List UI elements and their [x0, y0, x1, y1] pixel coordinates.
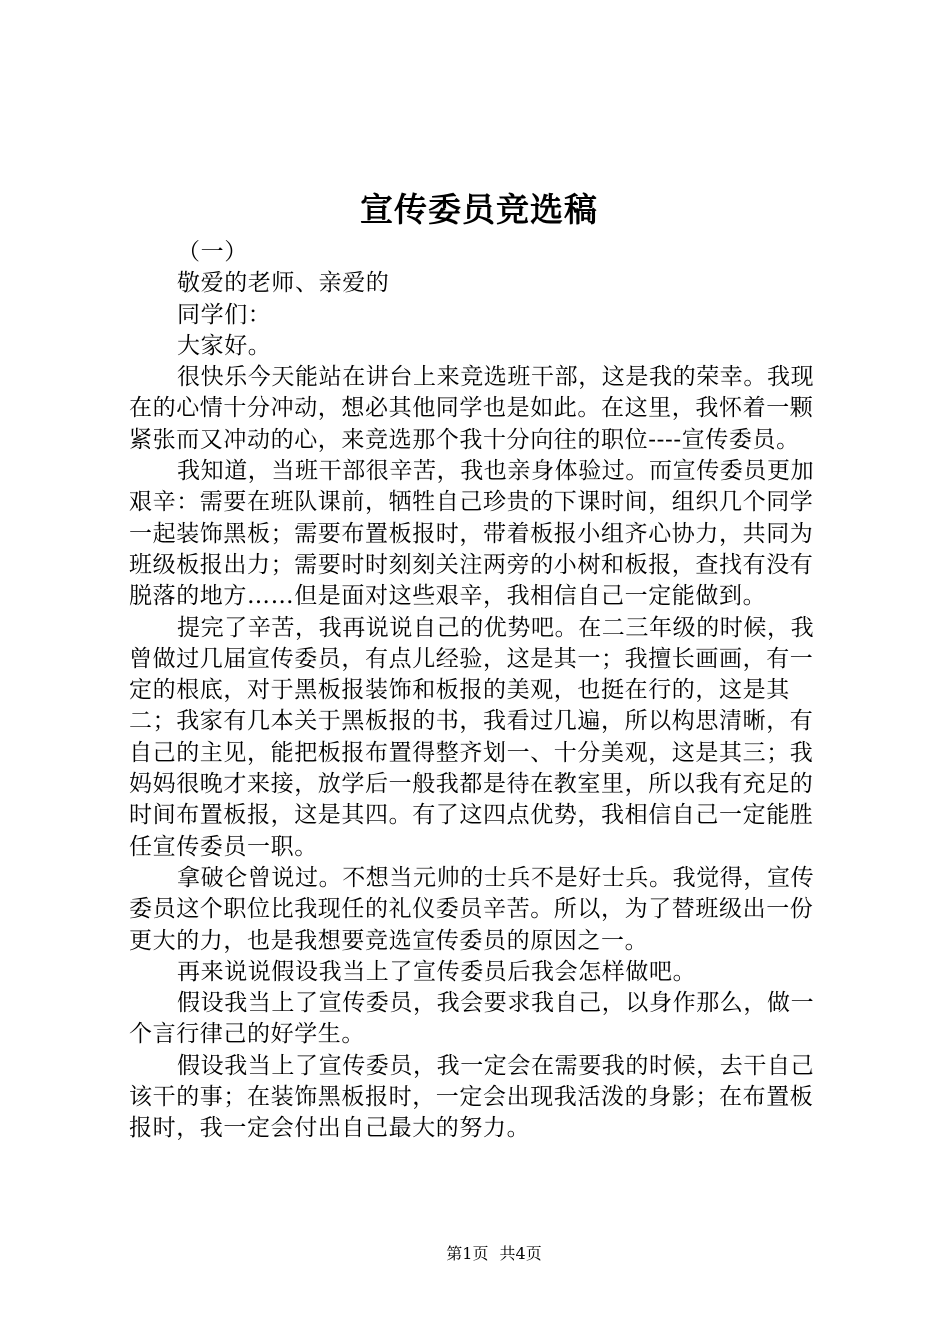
page-footer	[0, 1244, 950, 1264]
paragraph-greeting: 大家好。	[177, 332, 272, 359]
page-number: 第1页	[446, 1244, 489, 1263]
page-total: 共4页	[499, 1244, 542, 1263]
paragraph-section-number: （一）	[177, 239, 248, 265]
paragraph-transition: 再来说说假设我当上了宣传委员后我会怎样做吧。	[177, 958, 697, 985]
paragraph-opening: 很快乐今天能站在讲台上来竞选班干部，这是我的荣幸。我现在的心情十分冲动，想必其他同学也是如此。在这里，我怀着一颗紧张而又冲动的心，来竞选那个我十分向往的职位----宣传委员。	[129, 364, 815, 453]
document-title: 宣传委员竞选稿	[360, 190, 598, 229]
paragraph-napoleon-quote: 拿破仑曾说过。不想当元帅的士兵不是好士兵。我觉得，宣传委员这个职位比我现任的礼仪委员辛苦。所以，为了替班级出一份更大的力，也是我想要竞选宣传委员的原因之一。	[129, 864, 815, 954]
document-body	[129, 237, 831, 1145]
paragraph-advantages: 提完了辛苦，我再说说自己的优势吧。在二三年级的时候，我曾做过几届宣传委员，有点儿经验，这是其一；我擅长画画，有一定的根底，对于黑板报装饰和板报的美观，也挺在行的，这是其二；我家有几本关于黑板报的书，我看过几遍，所以构思清晰，有自己的主见，能把板报布置得整齐划一、十分美观，这是其三；我妈妈很晚才来接，放学后一般我都是待在教室里，所以我有充足的时间布置板报，这是其四。有了这四点优势，我相信自己一定能胜任宣传委员一职。	[129, 614, 815, 860]
paragraph-plan-1: 假设我当上了宣传委员，我会要求我自己，以身作那么，做一个言行律己的好学生。	[129, 990, 815, 1048]
paragraph-salutation-classmates: 同学们：	[177, 301, 272, 328]
paragraph-hardships: 我知道，当班干部很辛苦，我也亲身体验过。而宣传委员更加艰辛：需要在班队课前，牺牲自己珍贵的下课时间，组织几个同学一起装饰黑板；需要布置板报时，带着板报小组齐心协力，共同为班级板报出力；需要时时刻刻关注两旁的小树和板报，查找有没有脱落的地方……但是面对这些艰辛，我相信自己一定能做到。	[129, 458, 815, 610]
paragraph-plan-2: 假设我当上了宣传委员，我一定会在需要我的时候，去干自己该干的事；在装饰黑板报时，一定会出现我活泼的身影；在布置板报时，我一定会付出自己最大的努力。	[129, 1052, 815, 1142]
paragraph-salutation-teachers: 敬爱的老师、亲爱的	[177, 270, 390, 297]
